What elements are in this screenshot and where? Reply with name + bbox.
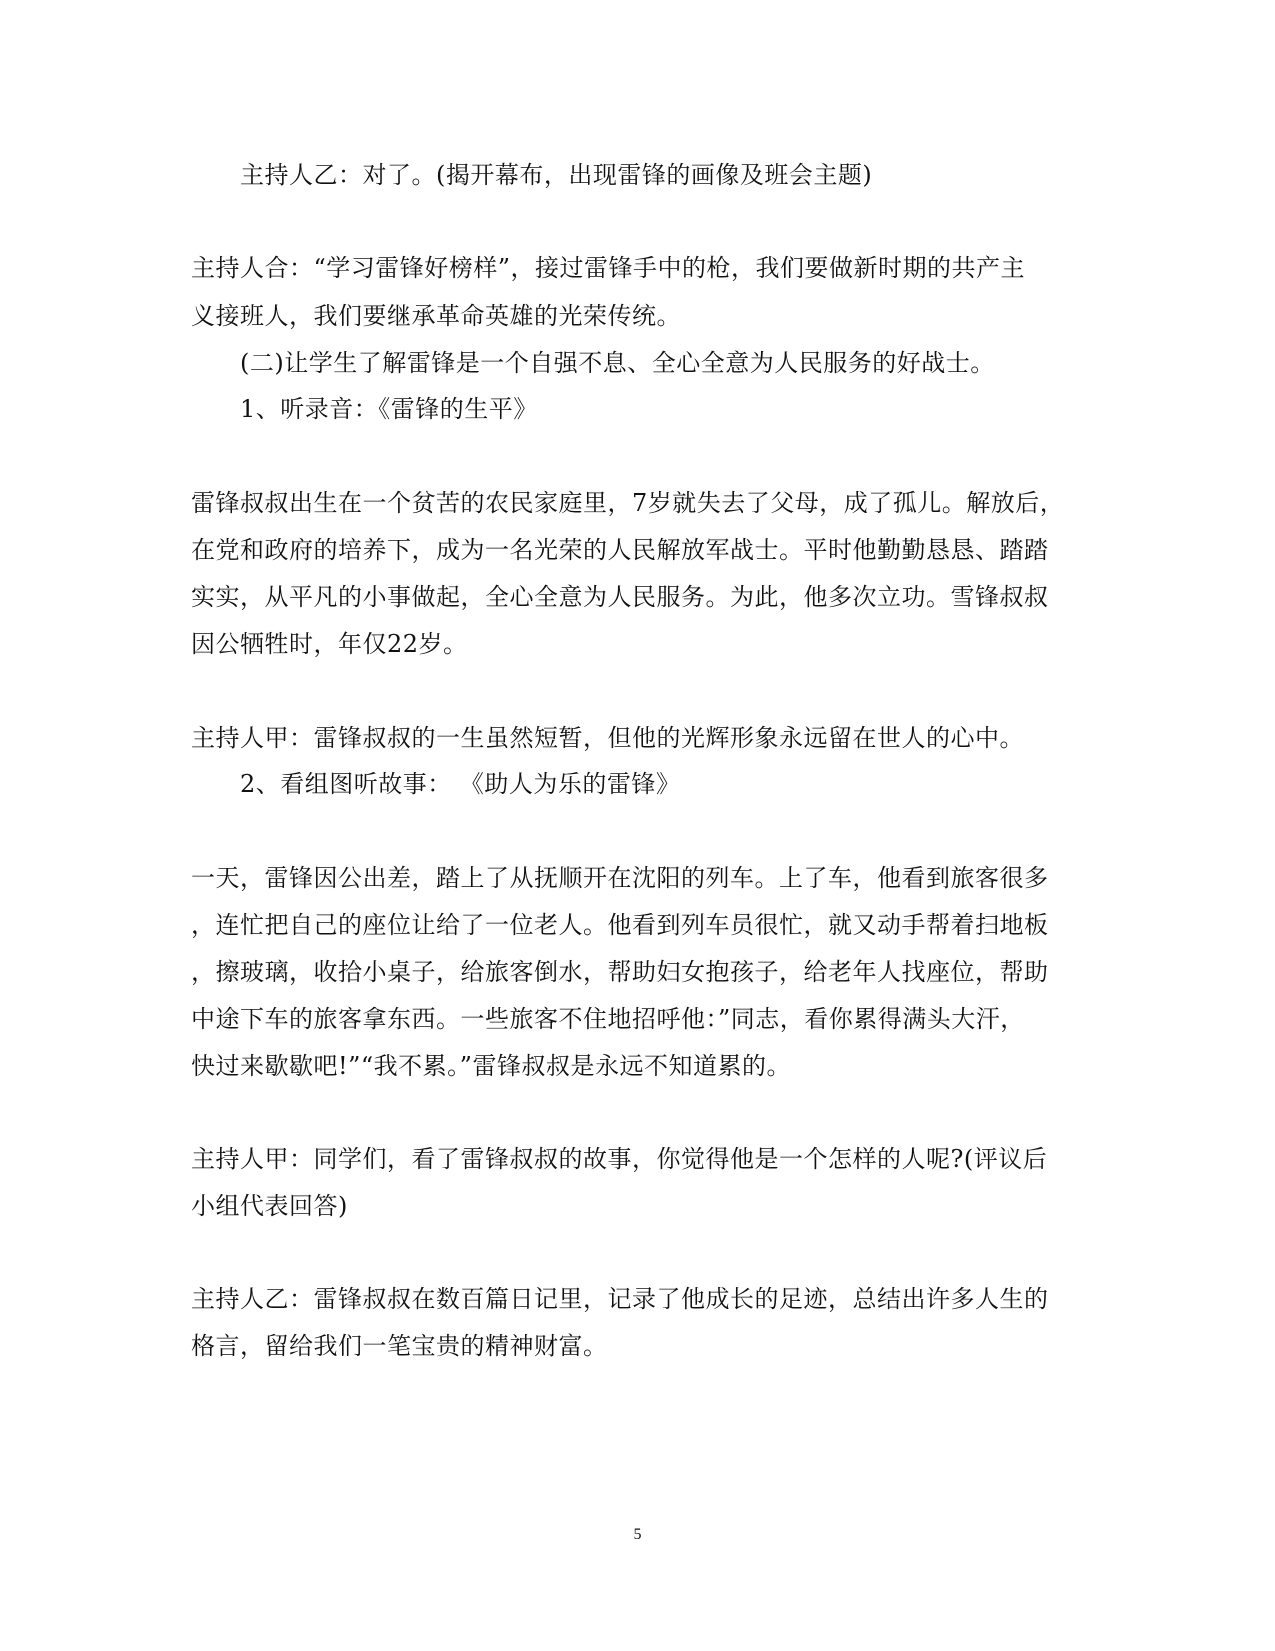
text-line: 格言，留给我们一笔宝贵的精神财富。 — [191, 1332, 608, 1360]
text-line: 主持人乙：对了。(揭开幕布，出现雷锋的画像及班会主题) — [240, 161, 873, 189]
text-line: 主持人甲：同学们，看了雷锋叔叔的故事，你觉得他是一个怎样的人呢?(评议后 — [191, 1145, 1048, 1173]
text-line: 雷锋叔叔出生在一个贫苦的农民家庭里，7岁就失去了父母，成了孤儿。解放后， — [191, 489, 1065, 517]
text-line: 因公牺牲时，年仅22岁。 — [191, 630, 468, 658]
subsection-heading: 2、看组图听故事： 《助人为乐的雷锋》 — [240, 770, 681, 798]
text-line: ，擦玻璃，收拾小桌子，给旅客倒水，帮助妇女抱孩子，给老年人找座位，帮助 — [191, 958, 1049, 986]
text-line: 主持人乙：雷锋叔叔在数百篇日记里，记录了他成长的足迹，总结出许多人生的 — [191, 1285, 1049, 1313]
subsection-heading: 1、听录音：《雷锋的生平》 — [240, 395, 538, 423]
page-number: 5 — [633, 1526, 642, 1543]
text-line: 主持人合：“学习雷锋好榜样”，接过雷锋手中的枪，我们要做新时期的共产主 — [191, 254, 1026, 282]
text-line: 义接班人，我们要继承革命英雄的光荣传统。 — [191, 302, 681, 330]
text-line: 实实，从平凡的小事做起，全心全意为人民服务。为此，他多次立功。雪锋叔叔 — [191, 583, 1049, 611]
text-line: 小组代表回答) — [191, 1192, 348, 1220]
text-line: ，连忙把自己的座位让给了一位老人。他看到列车员很忙，就又动手帮着扫地板 — [191, 911, 1049, 939]
text-line: 快过来歇歇吧!”“我不累。”雷锋叔叔是永远不知道累的。 — [191, 1052, 791, 1080]
section-heading: (二)让学生了解雷锋是一个自强不息、全心全意为人民服务的好战士。 — [240, 349, 995, 377]
text-line: 主持人甲：雷锋叔叔的一生虽然短暂，但他的光辉形象永远留在世人的心中。 — [191, 724, 1024, 752]
text-line: 在党和政府的培养下，成为一名光荣的人民解放军战士。平时他勤勤恳恳、踏踏 — [191, 536, 1049, 564]
text-line: 一天，雷锋因公出差，踏上了从抚顺开在沈阳的列车。上了车，他看到旅客很多 — [191, 864, 1049, 892]
text-line: 中途下车的旅客拿东西。一些旅客不住地招呼他：”同志，看你累得满头大汗， — [191, 1005, 1025, 1033]
